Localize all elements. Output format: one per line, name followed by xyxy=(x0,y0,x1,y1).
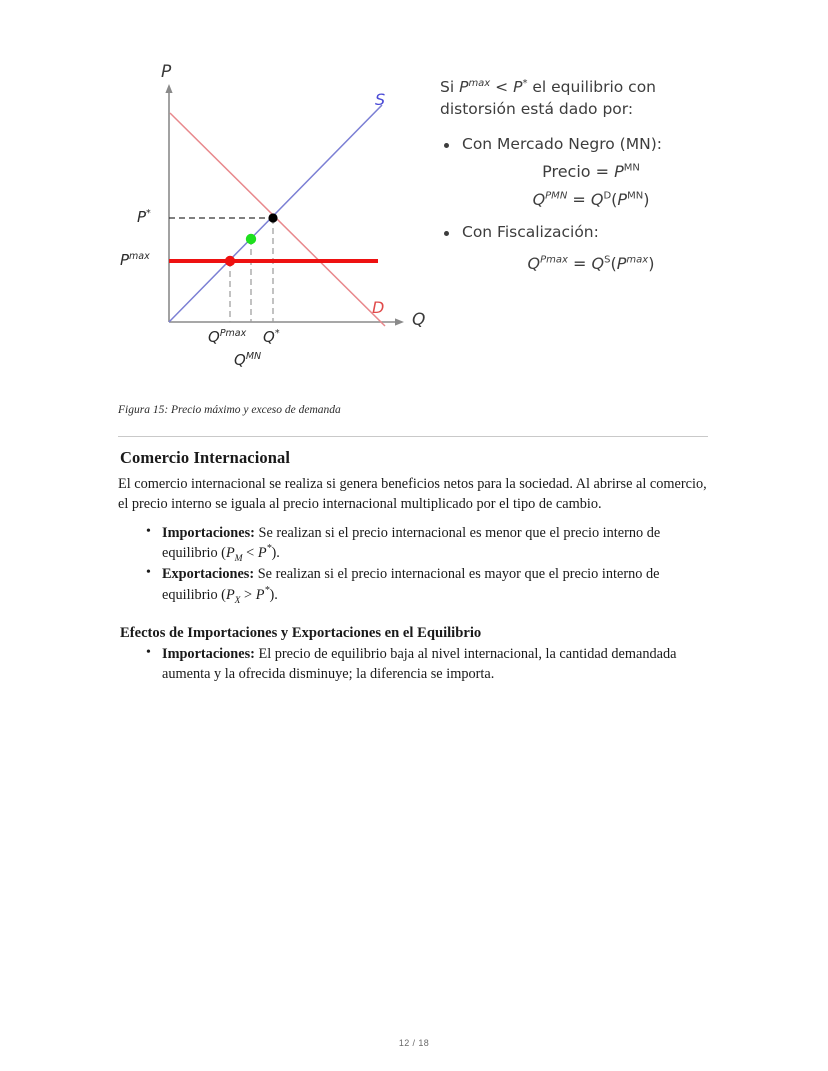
equilibrium-point xyxy=(268,213,277,222)
list-item-term: Importaciones: xyxy=(162,524,255,541)
figure-caption: Figura 15: Precio máximo y exceso de demanda xyxy=(118,404,341,416)
supply-demand-plot xyxy=(120,60,440,380)
demand-curve xyxy=(170,113,385,326)
list-item-text: El precio de equilibrio baja al nivel internacional, la cantidad demandada aumenta y la ofrecida disminuye; la diferencia se importa. xyxy=(162,646,677,683)
document-content xyxy=(118,448,710,686)
figure-lead-text: Si $P^{max} < P^*$ el equilibrio con distorsión está dado por: xyxy=(440,77,657,119)
figure-explanation xyxy=(440,76,730,273)
list-item-text: Se realizan si el precio internacional es mayor que el precio interno de equilibrio ( xyxy=(162,566,660,603)
math-pstar: P* xyxy=(257,543,272,562)
supply-curve-label: S xyxy=(375,90,386,109)
ytick-pstar: P* xyxy=(137,208,151,226)
demand-curve-label: D xyxy=(372,298,385,317)
list-item: • Importaciones: Se realizan si el precio internacional es menor que el precio interno de equilibrio $(P_M < P^*)$. xyxy=(146,523,710,564)
subsection-title: Efectos de Importaciones y Exportaciones en el Equilibrio xyxy=(120,625,482,642)
figure-bullet-label: Con Fiscalización: xyxy=(440,223,730,241)
xtick-qmn: $Q^{MN}$ xyxy=(234,351,262,369)
math-pstar: P* xyxy=(255,585,270,603)
y-axis-label: P xyxy=(161,62,172,82)
figure-bullet-item xyxy=(440,135,730,209)
page-indicator: 12 / 18 xyxy=(398,1038,430,1048)
page-title: Comercio Internacional xyxy=(120,448,291,467)
xtick-qpmax: $Q^{Pmax}$ xyxy=(208,328,247,346)
black-market-point xyxy=(246,234,256,244)
equation-qpmn: $Q^{PMN} = Q^D(P^{MN})$ xyxy=(532,189,650,209)
ytick-pmax: $P^{max}$ xyxy=(120,251,150,269)
figure-block xyxy=(0,0,828,400)
supply-curve xyxy=(169,105,385,322)
list-item xyxy=(146,644,710,685)
plot-svg xyxy=(120,60,440,380)
equation-precio: Precio = $P^{MN}$ xyxy=(542,161,640,181)
list-item-term: Exportaciones: xyxy=(162,566,255,583)
list-item-text: Se realizan si el precio internacional es menor que el precio interno de equilibrio ( xyxy=(162,524,661,562)
section-divider xyxy=(118,436,708,437)
equation-qpmax: $Q^{Pmax} = Q^S(P^{max})$ xyxy=(527,253,655,273)
list-item-term: Importaciones: xyxy=(162,646,255,663)
x-axis-label: Q xyxy=(412,310,426,330)
math-expression: $P_X$ xyxy=(225,586,241,606)
figure-bullet-list xyxy=(440,135,730,273)
xtick-qstar: Q* xyxy=(263,328,280,346)
figure-bullet-label: Con Mercado Negro (MN): xyxy=(440,135,730,153)
effects-list xyxy=(118,644,710,685)
intro-paragraph: El comercio internacional se realiza si genera beneficios netos para la sociedad. Al abrirse al comercio, el precio interno se iguala al precio internacional multiplicado por el tipo de cambio. xyxy=(118,476,707,513)
list-item: • Exportaciones: Se realizan si el precio internacional es mayor que el precio interno de equilibrio $(P_X > P^*)$. xyxy=(146,564,710,605)
page-footer xyxy=(0,1038,828,1048)
math-expression: $P_M$ xyxy=(225,545,243,565)
ceiling-quantity-point xyxy=(225,256,235,266)
trade-definitions-list xyxy=(118,523,710,605)
figure-bullet-item xyxy=(440,223,730,273)
